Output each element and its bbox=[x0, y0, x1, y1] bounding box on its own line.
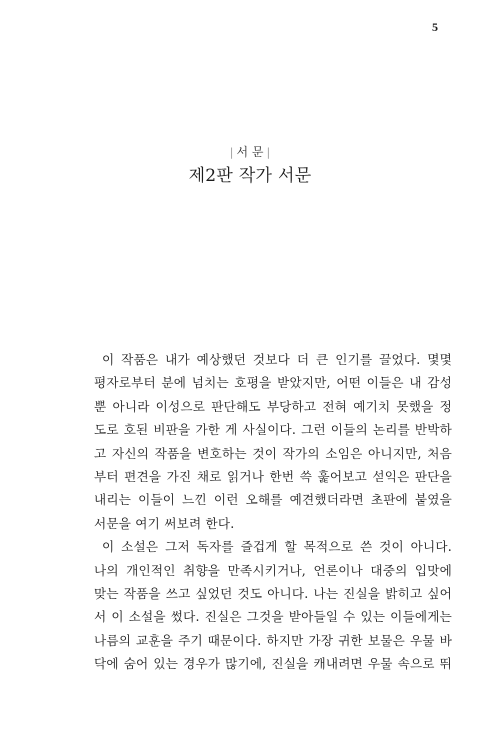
page-number: 5 bbox=[432, 20, 438, 34]
text-line: 이 작품은 내가 예상했던 것보다 더 큰 인기를 끌었다. 몇몇 bbox=[102, 352, 452, 367]
chapter-title: 제2판 작가 서문 bbox=[188, 166, 312, 186]
text-line: 고 자신의 작품을 변호하는 것이 작가의 소임은 아니지만, 처음 bbox=[94, 445, 452, 461]
section-label-left-bar: | bbox=[229, 146, 234, 159]
text-line: 이 소설은 그저 독자를 즐겁게 할 목적으로 쓴 것이 아니다. bbox=[102, 539, 452, 555]
text-line: 내리는 이들이 느낀 이런 오해를 예견했더라면 초판에 붙였을 bbox=[94, 492, 452, 508]
text-line: 부터 편견을 가진 채로 읽거나 한번 쓱 훑어보고 섣익은 판단을 bbox=[94, 468, 452, 484]
text-line: 나의 개인적인 취향을 만족시키거나, 언론이나 대중의 입맛에 bbox=[94, 562, 452, 578]
text-line: 평자로부터 분에 넘치는 호평을 받았지만, 어떤 이들은 내 감성 bbox=[94, 375, 452, 391]
section-label bbox=[0, 143, 500, 160]
text-line: 뿐 아니라 이성으로 판단해도 부당하고 전혀 예기치 못했을 정 bbox=[94, 398, 452, 414]
text-line: 나름의 교훈을 주기 때문이다. 하지만 가장 귀한 보물은 우물 바 bbox=[94, 632, 452, 648]
text-line: 서문을 여기 써보려 한다. bbox=[94, 515, 235, 531]
section-label-text: 서 문 bbox=[236, 145, 264, 159]
text-line: 닥에 숨어 있는 경우가 많기에, 진실을 캐내려면 우물 속으로 뛰 bbox=[94, 656, 452, 672]
body-text bbox=[94, 348, 452, 675]
text-line: 서 이 소설을 썼다. 진실은 그것을 받아들일 수 있는 이들에게는 bbox=[94, 609, 452, 625]
section-label-right-bar: | bbox=[266, 146, 271, 159]
text-line: 맞는 작품을 쓰고 싶었던 것도 아니다. 나는 진실을 밝히고 싶어 bbox=[94, 585, 452, 601]
text-line: 도로 호된 비판을 가한 게 사실이다. 그런 이들의 논리를 반박하 bbox=[94, 422, 452, 438]
